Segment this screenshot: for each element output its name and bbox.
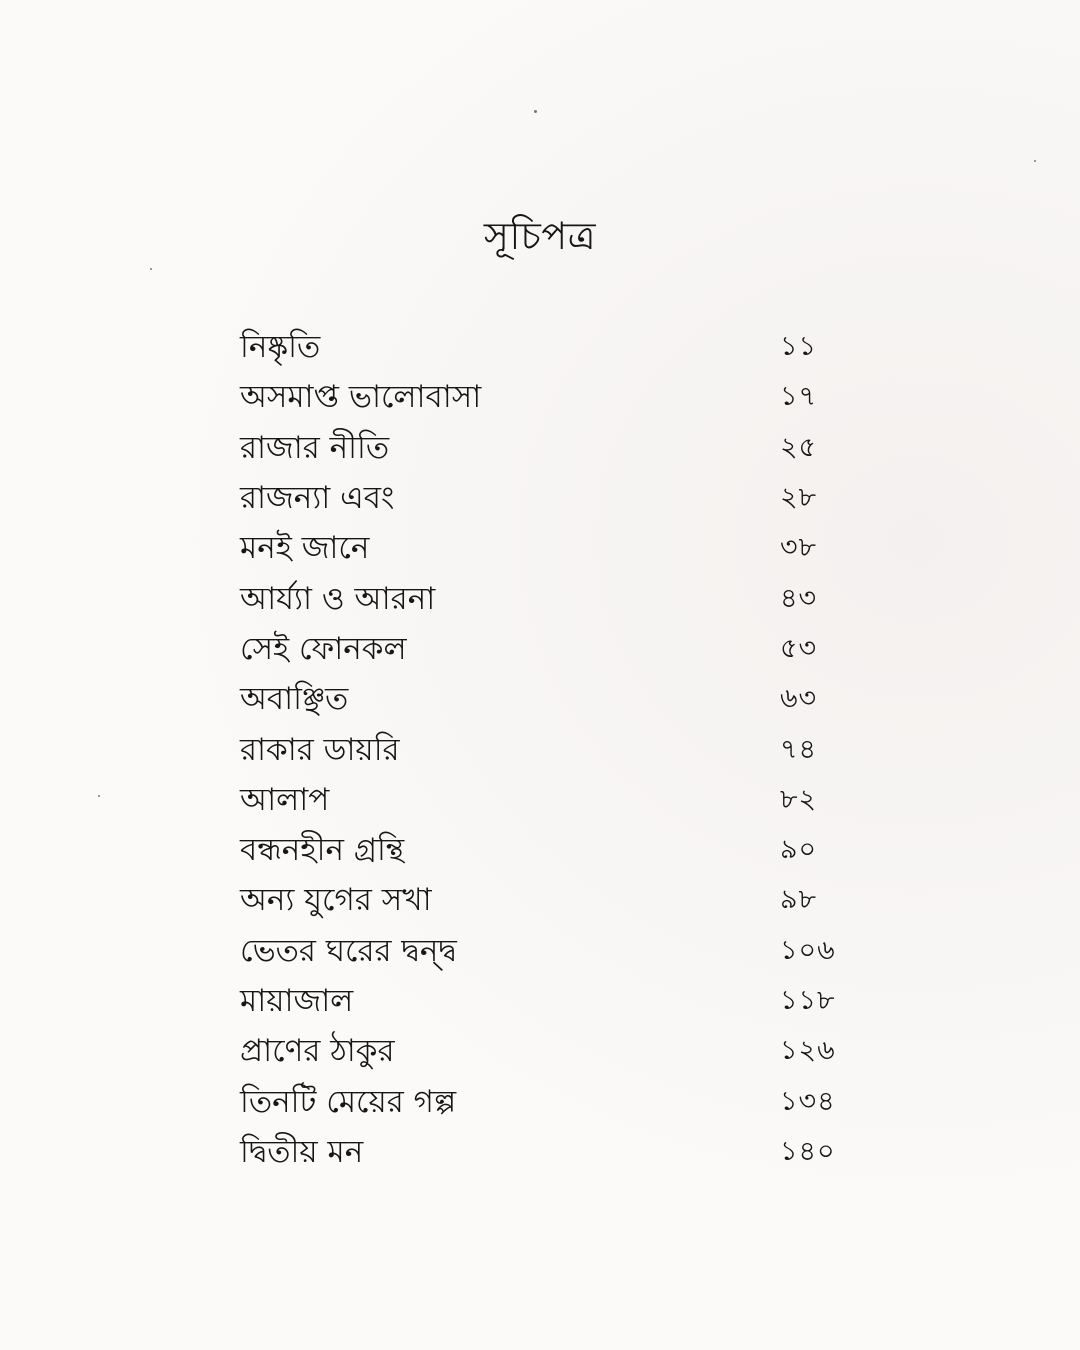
toc-entry-page: ৫৩ — [780, 632, 818, 664]
toc-entry[interactable] — [240, 624, 870, 674]
toc-entry[interactable] — [240, 1026, 870, 1076]
toc-entry[interactable] — [240, 724, 870, 774]
toc-entry-title: নিষ্কৃতি — [240, 329, 321, 366]
toc-entry-page: ৮২ — [780, 783, 818, 815]
toc-entry[interactable] — [240, 1076, 870, 1126]
toc-entry-title: সেই ফোনকল — [240, 630, 407, 667]
toc-entry-page: ৯৮ — [780, 884, 818, 916]
toc-entry[interactable] — [240, 423, 870, 473]
toc-entry-title: রাজন্যা এবং — [240, 480, 395, 517]
toc-entry-page: ১৪০ — [780, 1135, 836, 1167]
toc-entry[interactable] — [240, 875, 870, 925]
toc-entry-page: ১০৬ — [780, 934, 836, 966]
toc-entry-page: ৬৩ — [780, 683, 818, 715]
paper-speck — [534, 110, 537, 113]
table-of-contents — [240, 322, 870, 1177]
paper-speck — [98, 795, 100, 797]
toc-entry-page: ৩৮ — [780, 532, 818, 564]
toc-entry[interactable] — [240, 775, 870, 825]
toc-entry-title: প্রাণের ঠাকুর — [240, 1033, 395, 1070]
toc-entry-title: রাকার ডায়রি — [240, 731, 400, 768]
toc-entry-title: অন্য যুগের সখা — [240, 882, 432, 919]
toc-entry-page: ২৮ — [780, 482, 818, 514]
toc-entry-page: ৪৩ — [780, 582, 818, 614]
toc-entry-page: ২৫ — [780, 431, 818, 463]
toc-entry[interactable] — [240, 322, 870, 372]
toc-entry[interactable] — [240, 674, 870, 724]
toc-entry[interactable] — [240, 825, 870, 875]
toc-entry-title: আর্য্যা ও আরনা — [240, 580, 436, 617]
toc-entry-page: ১১ — [780, 331, 818, 363]
toc-entry-page: ৭৪ — [780, 733, 818, 765]
toc-entry-page: ১২৬ — [780, 1035, 836, 1067]
toc-entry[interactable] — [240, 523, 870, 573]
toc-entry-title: অসমাপ্ত ভালোবাসা — [240, 379, 482, 416]
toc-entry-title: আলাপ — [240, 781, 330, 818]
toc-entry-page: ৯০ — [780, 834, 818, 866]
toc-entry-page: ১১৮ — [780, 985, 836, 1016]
paper-speck — [1034, 160, 1036, 162]
toc-entry[interactable] — [240, 473, 870, 523]
toc-entry[interactable] — [240, 1127, 870, 1177]
toc-entry-title: মনই জানে — [240, 530, 370, 567]
toc-entry-title: মায়াজাল — [240, 983, 354, 1019]
toc-entry-title: দ্বিতীয় মন — [240, 1133, 364, 1170]
toc-entry[interactable] — [240, 926, 870, 976]
toc-entry-title: বন্ধনহীন গ্রন্থি — [240, 832, 405, 869]
toc-entry[interactable] — [240, 573, 870, 623]
page-title: সূচিপত্র — [483, 214, 597, 258]
toc-entry[interactable] — [240, 372, 870, 422]
paper-speck — [150, 268, 152, 270]
toc-entry-page: ১৭ — [780, 381, 818, 413]
toc-entry-page: ১৩৪ — [780, 1085, 836, 1117]
toc-entry-title: অবাঞ্ছিত — [240, 681, 349, 718]
toc-entry[interactable] — [240, 976, 870, 1026]
toc-entry-title: ভেতর ঘরের দ্বন্দ্ব — [240, 932, 457, 969]
toc-entry-title: রাজার নীতি — [240, 429, 390, 466]
toc-entry-title: তিনটি মেয়ের গল্প — [240, 1083, 457, 1120]
